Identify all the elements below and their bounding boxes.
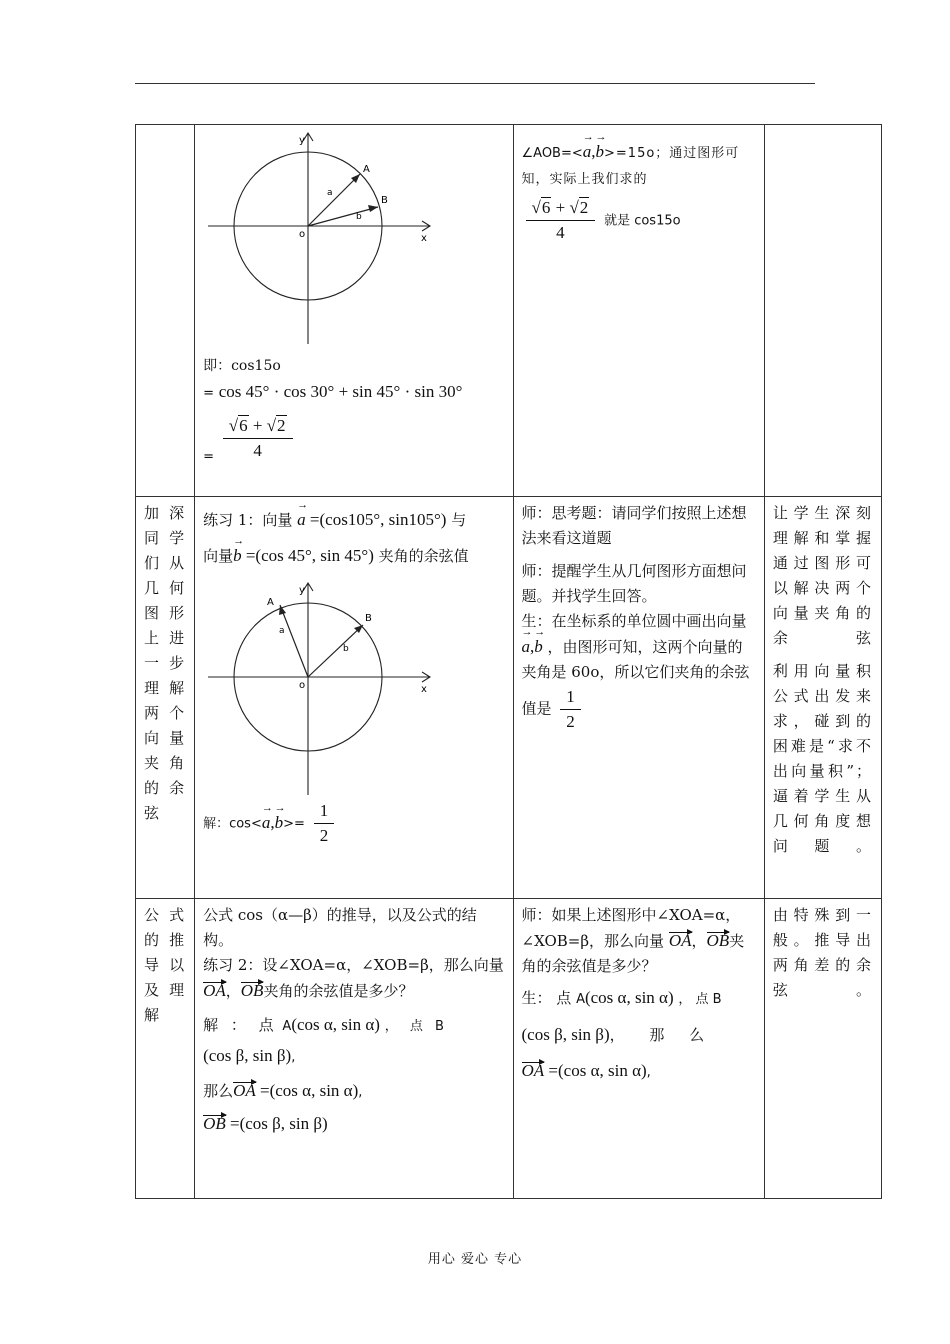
label-origin: o (299, 680, 306, 691)
purpose-understand: 让学生深刻理解和掌握通过图形可以解决两个向量夹角的余弦 (772, 504, 873, 647)
angle-line: ∠AOB=<→ a,→ b>=15o；通过图形可知，实际上我们求的 (522, 139, 756, 192)
row3-purpose-cell: 由特殊到一般。推导出两角差的余弦。 (764, 899, 881, 1199)
teacher-hint: 师：提醒学生从几何图形方面想问题。并找学生回答。 (521, 562, 747, 605)
teacher-question-2: 师：如果上述图形中∠XOA=α，∠XOB=β，那么向量 OA，OB夹角的余弦值是多少？ (521, 906, 745, 975)
row3-teacher-cell (513, 899, 764, 1199)
student-answer-2: 生： 点 A(cos α, sin α) ， 点 B (521, 988, 722, 1007)
lesson-table (135, 124, 882, 1199)
oa-value-2: OA =(cos α, sin α), (521, 1061, 651, 1080)
vector-b-line (308, 207, 378, 226)
row1-goal-cell (136, 125, 195, 497)
label-origin: o (299, 229, 306, 240)
point-b-value-2: (cos β, sin β)， 那 么 (521, 1025, 715, 1044)
row2-goal-cell: 加深同学们从几何图形上进一步理解两个向量夹角的余弦 (136, 497, 195, 899)
exercise1-solution: 解：cos<→ a,→ b>= $\frac{1}{2}$ (203, 799, 504, 848)
label-y: y (299, 585, 305, 596)
vector-a-line (308, 174, 360, 226)
point-b-value: (cos β, sin β), (203, 1046, 296, 1065)
label-vec-a: a (327, 188, 333, 198)
unit-circle-figure-15deg (203, 129, 443, 349)
ji-line: 即：cos15o (203, 358, 281, 374)
solution-fraction: $\frac{1}{2}$ (314, 799, 335, 848)
table-row (136, 899, 882, 1199)
row3-content-cell (195, 899, 513, 1199)
answer-fraction: $\frac{1}{2}$ (560, 685, 581, 734)
table-row (136, 125, 882, 497)
label-B: B (365, 613, 372, 624)
exercise2-solution: 解 ： 点 A(cos α, sin α) ， 点 B (203, 1015, 448, 1034)
row2-content-cell (195, 497, 513, 899)
vector-b-line (308, 625, 363, 677)
exercise2-question: 练习 2：设∠XOA=α，∠XOB=β，那么向量 OA，OB夹角的余弦值是多少？ (203, 956, 504, 1000)
label-x: x (421, 233, 427, 244)
row1-content-cell (195, 125, 513, 497)
oa-value: 那么OA =(cos α, sin α), (203, 1081, 363, 1100)
label-x: x (421, 684, 427, 695)
row2-purpose-cell (764, 497, 881, 899)
result-line: = $\frac{√6 + √2}{4}$ (203, 414, 504, 470)
ob-value: OB =(cos β, sin β) (203, 1114, 328, 1133)
cos15-fraction: $\frac{√6 + √2}{4}$ (526, 196, 596, 245)
exercise1-line1: 练习 1：向量 → a =(cos105°, sin105°) 与 (203, 507, 504, 533)
cos15-expansion: cos 45° · cos 30° + sin 45° · sin 30° (218, 382, 463, 401)
label-vec-a: a (279, 626, 285, 636)
label-A: A (267, 597, 274, 608)
result-fraction: $\frac{√6 + √2}{4}$ (223, 414, 293, 463)
label-vec-b: b (343, 644, 349, 654)
cos15-result: $\frac{√6 + √2}{4}$ 就是 cos15o (522, 196, 756, 245)
purpose-difficulty: 利用向量积公式出发来求，碰到的困难是“求不出向量积”；逼着学生从几何角度想问题。 (772, 662, 873, 855)
vector-a-line (280, 605, 308, 677)
label-vec-b: b (356, 212, 362, 222)
row3-goal-cell: 公式的推导以及理解 (136, 899, 195, 1199)
label-y: y (299, 135, 305, 146)
student-answer: 生：在坐标系的单位圆中画出向量 → a,→ b ，由图形可知，这两个向量的夹角是 60o，所以它们夹角的余弦值是 $\frac{1}{2}$ (522, 609, 756, 734)
header-rule (135, 83, 815, 84)
unit-circle-figure-60deg (203, 575, 443, 795)
row2-teacher-cell (513, 497, 764, 899)
table-row (136, 497, 882, 899)
derivation-title: 公式 cos（α—β）的推导，以及公式的结构。 (203, 906, 477, 949)
label-A: A (363, 164, 370, 175)
teacher-question: 师：思考题：请同学们按照上述想法来看这道题 (521, 504, 747, 547)
exercise1-line2: 向量→ b =(cos 45°, sin 45°) 夹角的余弦值 (203, 543, 504, 569)
row1-teacher-cell (513, 125, 764, 497)
label-B: B (381, 195, 388, 206)
vector-b-arrowhead (368, 205, 378, 212)
formula-line: = cos 45° · cos 30° + sin 45° · sin 30° (203, 382, 463, 401)
page-footer: 用心 爱心 专心 (427, 1252, 523, 1267)
row1-purpose-cell (764, 125, 881, 497)
